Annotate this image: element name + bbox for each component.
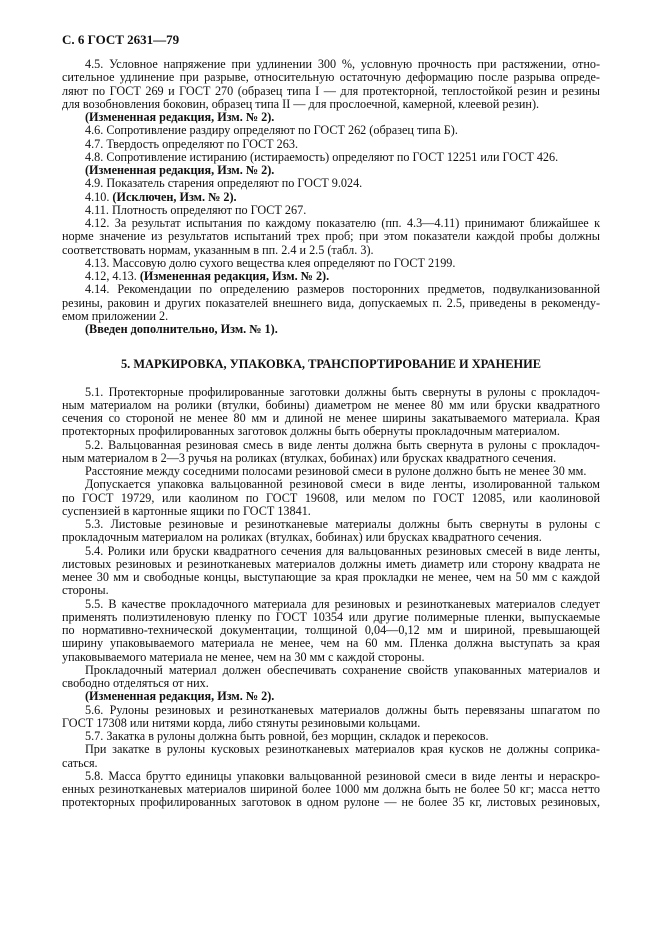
paragraph-line: 5.4. Ролики или бруски квадратного сечения для вальцованных резиновых смесей в виде ленты, — [85, 543, 600, 558]
paragraph-line: ГОСТ 17308 или нитями корда, либо стянуты резиновыми кольцами. — [62, 715, 421, 730]
amendment-text: (Исключен, Изм. № 2). — [112, 189, 237, 204]
paragraph-line — [62, 270, 600, 283]
paragraph — [62, 704, 600, 731]
paragraph — [62, 257, 600, 270]
paragraph-line: 4.5. Условное напряжение при удлинении 300 %, условную прочность при растяжении, отно- — [85, 57, 600, 71]
paragraph-line: норме значение из результатов испытаний трех проб; при этом показатели каждой пробы должны — [62, 229, 600, 244]
paragraph-line: 5.1. Протекторные профилированные заготовки должны быть свернуты в рулоны с прокладоч- — [85, 384, 600, 399]
paragraph-line: ным материалом в 2—3 ручья на роликах (втулках, бобинах) или брусках квадратного сечения. — [62, 450, 557, 465]
paragraph-line: 5.6. Рулоны резиновых и резинотканевых материалов должны быть перевязаны шпагатом по — [85, 702, 600, 717]
paragraph-line: 4.9. Показатель старения определяют по ГОСТ 9.024. — [85, 176, 363, 191]
paragraph-line — [62, 191, 600, 204]
paragraph — [62, 217, 600, 257]
paragraph-line: 4.6. Сопротивление раздиру определяют по ГОСТ 262 (образец типа Б). — [85, 123, 458, 138]
paragraph — [62, 386, 600, 439]
paragraph-line: При закатке в рулоны кусковых резинотканевых материалов края кусков не должны соприка- — [85, 742, 600, 757]
paragraph-line: менее 30 мм и свободные концы, выступающие за края прокладки не менее, чем на 50 мм с каждой — [62, 570, 600, 584]
paragraph-line: 4.14. Рекомендации по определению размеров посторонних предметов, подвулканизованной — [85, 282, 600, 297]
paragraph-line: прокладочным материалом на роликах (втулках, бобинах) или брусках квадратного сечения. — [62, 530, 542, 545]
paragraph-line: 4.11. Плотность определяют по ГОСТ 267. — [85, 202, 307, 217]
paragraph-line: свободно отделяться от них. — [62, 676, 209, 690]
paragraph — [62, 58, 600, 111]
paragraph-line: сительное удлинение при разрыве, относительную остаточную деформацию после разрыва опреде- — [62, 70, 600, 85]
paragraph-line: енных резинотканевых материалов шириной более 1000 мм должна быть не более 50 кг; масса нетто — [62, 782, 600, 796]
clause-number: 4.12, 4.13. — [85, 269, 140, 283]
paragraph-line: применять полиэтиленовую пленку по ГОСТ 10354 или другие полимерные пленки, выпускаемые — [62, 609, 600, 624]
paragraph-line: для возобновления боковин, образец типа II — для прослоечной, камерной, клеевой резин). — [62, 96, 540, 111]
paragraph-line: 4.8. Сопротивление истиранию (истираемость) определяют по ГОСТ 12251 или ГОСТ 426. — [85, 149, 559, 164]
paragraph-line: (Измененная редакция, Изм. № 2). — [85, 163, 275, 177]
paragraph — [62, 151, 600, 164]
paragraph — [62, 177, 600, 190]
section-heading: 5. МАРКИРОВКА, УПАКОВКА, ТРАНСПОРТИРОВАНИЕ И ХРАНЕНИЕ — [120, 357, 542, 372]
amendment-note — [62, 111, 600, 124]
paragraph-line: упаковываемого материала не менее, чем на 30 мм с каждой стороны. — [62, 649, 425, 664]
paragraph-line: 5.2. Вальцованная резиновая смесь в виде ленты должна быть свернута в рулоны с прокладоч- — [85, 437, 600, 452]
paragraph-line: листовых резиновых и резинотканевых материалов должны иметь диаметр или сторону квадрата не — [62, 556, 600, 571]
paragraph-line: (Измененная редакция, Изм. № 2). — [85, 689, 275, 704]
paragraph — [62, 518, 600, 545]
paragraph-line: 5.7. Закатка в рулоны должна быть ровной, без морщин, складок и перекосов. — [85, 729, 489, 743]
paragraph-line: 4.7. Твердость определяют по ГОСТ 263. — [85, 136, 299, 151]
paragraph-line: Расстояние между соседними полосами резиновой смеси в рулоне должно быть не менее 30 мм. — [85, 464, 587, 478]
paragraph — [62, 439, 600, 466]
paragraph — [62, 598, 600, 664]
paragraph-line: ным материалом на ролики (втулки, бобины) диаметром не менее 80 мм или бруски квадратного — [62, 397, 600, 412]
paragraph-line: ляют по ГОСТ 269 и ГОСТ 270 (образец типа I — для протекторной, теплостойкой резин и резины — [62, 83, 600, 98]
paragraph — [62, 478, 600, 518]
paragraph-line: (Введен дополнительно, Изм. № 1). — [85, 322, 278, 336]
amendment-text: (Измененная редакция, Изм. № 2). — [139, 269, 330, 283]
paragraph — [62, 204, 600, 217]
paragraph-line: суспензией в картонные ящики по ГОСТ 13841. — [62, 503, 311, 518]
paragraph-line: 5.5. В качестве прокладочного материала для резиновых и резинотканевых материалов следует — [85, 596, 600, 611]
page-header: С. 6 ГОСТ 2631—79 — [62, 32, 180, 47]
paragraph-line: по ГОСТ 19729, или каолином по ГОСТ 19608, или мелом по ГОСТ 12085, или каолиновой — [62, 490, 600, 505]
paragraph — [62, 770, 600, 810]
paragraph-line: протекторных профилированных заготовок должны быть обернуты прокладочным материалом. — [62, 424, 560, 439]
amendment-note — [62, 323, 600, 336]
paragraph-line: соответствовать нормам, указанным в пп. 2.4 и 2.5 (табл. 3). — [62, 242, 374, 257]
paragraph-line: 5.3. Листовые резиновые и резинотканевые материалы должны быть свернуты в рулоны с — [85, 517, 600, 531]
paragraph-line: Допускается упаковка вальцованной резиновой смеси в виде ленты, изолированной тальком — [85, 477, 600, 492]
clause-number: 4.10. — [85, 189, 113, 204]
paragraph-line: 4.12. За результат испытания по каждому показателю (пп. 4.3—4.11) принимают ближайшее к — [85, 216, 600, 230]
paragraph-line: по нормативно-технической документации, толщиной 0,04—0,12 мм и шириной, превышающей — [62, 623, 600, 637]
amendment-note — [62, 164, 600, 177]
paragraph-line: 5.8. Масса брутто единицы упаковки вальцованной резиновой смеси в виде ленты и нераскро- — [85, 768, 600, 783]
paragraph — [62, 138, 600, 151]
paragraph — [62, 545, 600, 598]
document-body — [62, 58, 600, 810]
amendment-note — [62, 191, 600, 204]
paragraph-line: емом приложении 2. — [62, 308, 169, 323]
paragraph — [62, 743, 600, 770]
paragraph-line: (Измененная редакция, Изм. № 2). — [85, 110, 275, 124]
paragraph-line: ширину упаковываемого материала не менее, чем на 60 мм. Пленка должна выступать за края — [62, 636, 600, 651]
paragraph-line: резины, раковин и других показателей внешнего вида, допускаемых п. 2.5, приведены в рекоменду- — [62, 295, 600, 310]
paragraph-line: Прокладочный материал должен обеспечивать сохранение свойств упакованных материалов и — [85, 662, 600, 677]
paragraph-line: саться. — [62, 755, 98, 770]
paragraph — [62, 124, 600, 137]
amendment-note — [62, 270, 600, 283]
amendment-note — [62, 690, 600, 703]
paragraph — [62, 465, 600, 478]
paragraph — [62, 283, 600, 323]
paragraph — [62, 664, 600, 691]
paragraph-line: стороны. — [62, 583, 109, 598]
paragraph-line: протекторных профилированных заготовок в одном рулоне — не более 35 кг, листовых резиновых, — [62, 795, 600, 810]
paragraph-line: 4.13. Массовую долю сухого вещества клея определяют по ГОСТ 2199. — [85, 255, 456, 270]
paragraph — [62, 730, 600, 743]
paragraph-line: сечения со стороной не менее 80 мм и длиной не менее ширины закатываемого материала. Края — [62, 411, 600, 425]
